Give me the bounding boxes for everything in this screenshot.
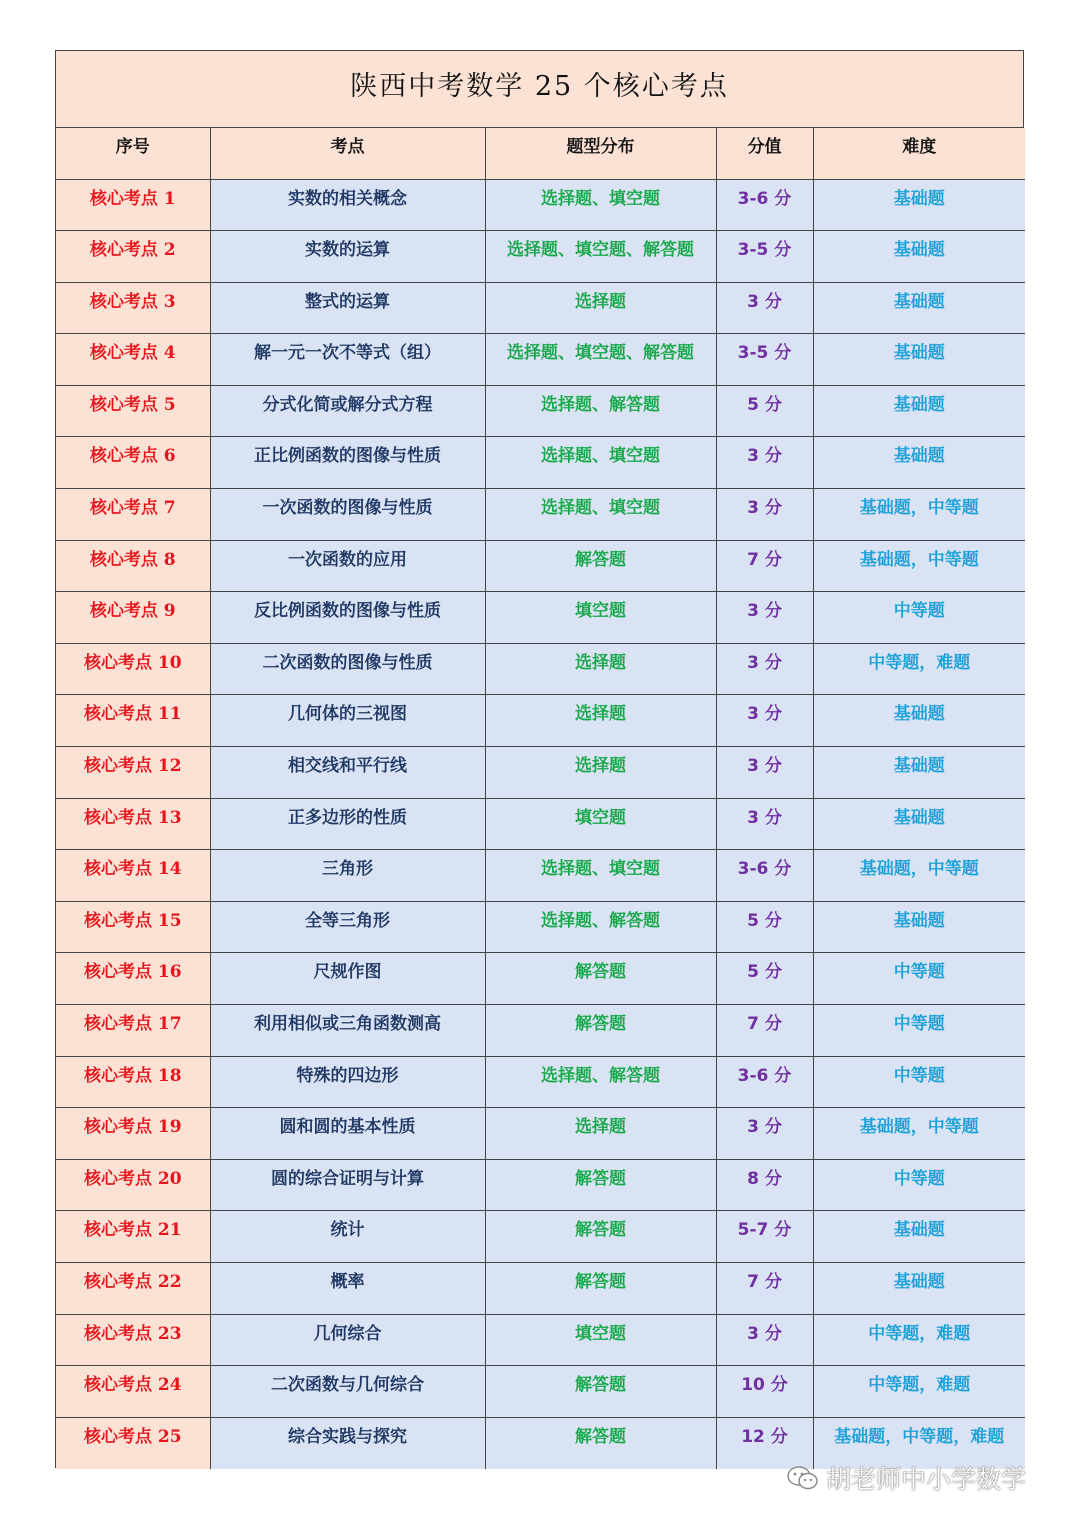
- table-row: [56, 850, 1025, 902]
- difficulty-cell: 中等题，难题: [813, 1366, 1025, 1418]
- difficulty-cell: 基础题，中等题，难题: [813, 1417, 1025, 1469]
- question-types-cell: 填空题: [485, 798, 716, 850]
- row-index-cell: 核心考点 21: [56, 1211, 210, 1263]
- row-index-cell: 核心考点 7: [56, 489, 210, 541]
- table-row: [56, 540, 1025, 592]
- row-index-cell: 核心考点 25: [56, 1417, 210, 1469]
- score-cell: 3-6 分: [716, 850, 813, 902]
- table-row: [56, 334, 1025, 386]
- difficulty-cell: 基础题: [813, 385, 1025, 437]
- question-types-cell: 选择题: [485, 282, 716, 334]
- difficulty-cell: 中等题: [813, 1005, 1025, 1057]
- table-row: [56, 385, 1025, 437]
- table-row: [56, 179, 1025, 231]
- exam-point-cell: 特殊的四边形: [210, 1056, 485, 1108]
- question-types-cell: 选择题: [485, 643, 716, 695]
- table-row: [56, 592, 1025, 644]
- exam-point-cell: 整式的运算: [210, 282, 485, 334]
- exam-point-cell: 实数的运算: [210, 231, 485, 283]
- table-row: [56, 1005, 1025, 1057]
- column-header-index: 序号: [56, 128, 210, 179]
- question-types-cell: 选择题、填空题、解答题: [485, 231, 716, 283]
- exam-point-cell: 正比例函数的图像与性质: [210, 437, 485, 489]
- question-types-cell: 选择题、填空题: [485, 850, 716, 902]
- title-row: [56, 51, 1023, 128]
- question-types-cell: 选择题: [485, 695, 716, 747]
- question-types-cell: 填空题: [485, 592, 716, 644]
- difficulty-cell: 基础题: [813, 231, 1025, 283]
- score-cell: 5-7 分: [716, 1211, 813, 1263]
- score-cell: 3 分: [716, 695, 813, 747]
- row-index-cell: 核心考点 5: [56, 385, 210, 437]
- exam-point-cell: 二次函数的图像与性质: [210, 643, 485, 695]
- row-index-cell: 核心考点 23: [56, 1314, 210, 1366]
- score-cell: 3 分: [716, 747, 813, 799]
- table-row: [56, 1366, 1025, 1418]
- wechat-icon: [786, 1464, 820, 1492]
- table-row: [56, 798, 1025, 850]
- column-header-score: 分值: [716, 128, 813, 179]
- score-cell: 3 分: [716, 643, 813, 695]
- table-row: [56, 901, 1025, 953]
- table-row: [56, 1211, 1025, 1263]
- table-row: [56, 695, 1025, 747]
- row-index-cell: 核心考点 1: [56, 179, 210, 231]
- question-types-cell: 解答题: [485, 1005, 716, 1057]
- row-index-cell: 核心考点 13: [56, 798, 210, 850]
- score-cell: 3 分: [716, 489, 813, 541]
- row-index-cell: 核心考点 20: [56, 1159, 210, 1211]
- exam-point-cell: 圆的综合证明与计算: [210, 1159, 485, 1211]
- exam-point-cell: 统计: [210, 1211, 485, 1263]
- row-index-cell: 核心考点 8: [56, 540, 210, 592]
- score-cell: 5 分: [716, 901, 813, 953]
- score-cell: 7 分: [716, 1262, 813, 1314]
- score-cell: 3 分: [716, 592, 813, 644]
- score-cell: 3 分: [716, 282, 813, 334]
- difficulty-cell: 基础题，中等题: [813, 489, 1025, 541]
- exam-point-cell: 正多边形的性质: [210, 798, 485, 850]
- exam-point-cell: 概率: [210, 1262, 485, 1314]
- question-types-cell: 选择题、解答题: [485, 901, 716, 953]
- question-types-cell: 选择题、填空题: [485, 437, 716, 489]
- difficulty-cell: 基础题: [813, 179, 1025, 231]
- table-row: [56, 747, 1025, 799]
- difficulty-cell: 基础题: [813, 437, 1025, 489]
- score-cell: 3 分: [716, 798, 813, 850]
- difficulty-cell: 中等题: [813, 1056, 1025, 1108]
- score-cell: 3-5 分: [716, 231, 813, 283]
- question-types-cell: 选择题、填空题: [485, 179, 716, 231]
- question-types-cell: 解答题: [485, 1211, 716, 1263]
- exam-point-cell: 三角形: [210, 850, 485, 902]
- score-cell: 3-5 分: [716, 334, 813, 386]
- table-header-row: [56, 128, 1025, 179]
- difficulty-cell: 中等题，难题: [813, 643, 1025, 695]
- difficulty-cell: 基础题，中等题: [813, 850, 1025, 902]
- score-cell: 8 分: [716, 1159, 813, 1211]
- difficulty-cell: 基础题: [813, 798, 1025, 850]
- difficulty-cell: 基础题，中等题: [813, 540, 1025, 592]
- exam-point-cell: 一次函数的应用: [210, 540, 485, 592]
- row-index-cell: 核心考点 15: [56, 901, 210, 953]
- question-types-cell: 解答题: [485, 1417, 716, 1469]
- exam-point-cell: 反比例函数的图像与性质: [210, 592, 485, 644]
- score-cell: 3-6 分: [716, 179, 813, 231]
- table-row: [56, 1108, 1025, 1160]
- column-header-point: 考点: [210, 128, 485, 179]
- exam-point-cell: 圆和圆的基本性质: [210, 1108, 485, 1160]
- score-cell: 5 分: [716, 953, 813, 1005]
- difficulty-cell: 基础题: [813, 1211, 1025, 1263]
- table-row: [56, 437, 1025, 489]
- score-cell: 3 分: [716, 1314, 813, 1366]
- row-index-cell: 核心考点 6: [56, 437, 210, 489]
- table-row: [56, 953, 1025, 1005]
- difficulty-cell: 基础题: [813, 747, 1025, 799]
- table-row: [56, 1314, 1025, 1366]
- question-types-cell: 选择题、填空题: [485, 489, 716, 541]
- row-index-cell: 核心考点 17: [56, 1005, 210, 1057]
- exam-points-table: [56, 128, 1025, 1469]
- row-index-cell: 核心考点 11: [56, 695, 210, 747]
- score-cell: 7 分: [716, 1005, 813, 1057]
- row-index-cell: 核心考点 24: [56, 1366, 210, 1418]
- row-index-cell: 核心考点 9: [56, 592, 210, 644]
- exam-point-cell: 几何综合: [210, 1314, 485, 1366]
- column-header-difficulty: 难度: [813, 128, 1025, 179]
- question-types-cell: 解答题: [485, 540, 716, 592]
- row-index-cell: 核心考点 3: [56, 282, 210, 334]
- exam-point-cell: 二次函数与几何综合: [210, 1366, 485, 1418]
- exam-points-table-container: [55, 50, 1024, 1468]
- score-cell: 3-6 分: [716, 1056, 813, 1108]
- difficulty-cell: 中等题，难题: [813, 1314, 1025, 1366]
- row-index-cell: 核心考点 4: [56, 334, 210, 386]
- table-body: [56, 179, 1025, 1469]
- difficulty-cell: 基础题: [813, 695, 1025, 747]
- question-types-cell: 选择题、解答题: [485, 385, 716, 437]
- table-row: [56, 489, 1025, 541]
- difficulty-cell: 基础题: [813, 1262, 1025, 1314]
- score-cell: 3 分: [716, 437, 813, 489]
- difficulty-cell: 中等题: [813, 953, 1025, 1005]
- question-types-cell: 选择题: [485, 747, 716, 799]
- difficulty-cell: 中等题: [813, 592, 1025, 644]
- question-types-cell: 选择题、填空题、解答题: [485, 334, 716, 386]
- score-cell: 7 分: [716, 540, 813, 592]
- question-types-cell: 解答题: [485, 953, 716, 1005]
- table-row: [56, 282, 1025, 334]
- difficulty-cell: 基础题: [813, 901, 1025, 953]
- watermark: [786, 1458, 1026, 1498]
- exam-point-cell: 利用相似或三角函数测高: [210, 1005, 485, 1057]
- exam-point-cell: 综合实践与探究: [210, 1417, 485, 1469]
- exam-point-cell: 解一元一次不等式（组）: [210, 334, 485, 386]
- row-index-cell: 核心考点 10: [56, 643, 210, 695]
- question-types-cell: 解答题: [485, 1262, 716, 1314]
- table-row: [56, 643, 1025, 695]
- page-title: 陕西中考数学 25 个核心考点: [350, 70, 729, 102]
- difficulty-cell: 基础题: [813, 282, 1025, 334]
- difficulty-cell: 基础题，中等题: [813, 1108, 1025, 1160]
- exam-point-cell: 分式化简或解分式方程: [210, 385, 485, 437]
- row-index-cell: 核心考点 2: [56, 231, 210, 283]
- score-cell: 10 分: [716, 1366, 813, 1418]
- row-index-cell: 核心考点 12: [56, 747, 210, 799]
- row-index-cell: 核心考点 18: [56, 1056, 210, 1108]
- question-types-cell: 解答题: [485, 1366, 716, 1418]
- row-index-cell: 核心考点 14: [56, 850, 210, 902]
- table-row: [56, 1159, 1025, 1211]
- row-index-cell: 核心考点 16: [56, 953, 210, 1005]
- difficulty-cell: 基础题: [813, 334, 1025, 386]
- row-index-cell: 核心考点 22: [56, 1262, 210, 1314]
- score-cell: 3 分: [716, 1108, 813, 1160]
- difficulty-cell: 中等题: [813, 1159, 1025, 1211]
- table-row: [56, 231, 1025, 283]
- exam-point-cell: 几何体的三视图: [210, 695, 485, 747]
- exam-point-cell: 尺规作图: [210, 953, 485, 1005]
- exam-point-cell: 全等三角形: [210, 901, 485, 953]
- score-cell: 5 分: [716, 385, 813, 437]
- question-types-cell: 选择题: [485, 1108, 716, 1160]
- column-header-question-types: 题型分布: [485, 128, 716, 179]
- exam-point-cell: 一次函数的图像与性质: [210, 489, 485, 541]
- row-index-cell: 核心考点 19: [56, 1108, 210, 1160]
- table-row: [56, 1262, 1025, 1314]
- table-row: [56, 1056, 1025, 1108]
- score-cell: 12 分: [716, 1417, 813, 1469]
- question-types-cell: 解答题: [485, 1159, 716, 1211]
- question-types-cell: 选择题、解答题: [485, 1056, 716, 1108]
- question-types-cell: 填空题: [485, 1314, 716, 1366]
- exam-point-cell: 实数的相关概念: [210, 179, 485, 231]
- exam-point-cell: 相交线和平行线: [210, 747, 485, 799]
- watermark-text: 胡老师中小学数学: [826, 1465, 1027, 1494]
